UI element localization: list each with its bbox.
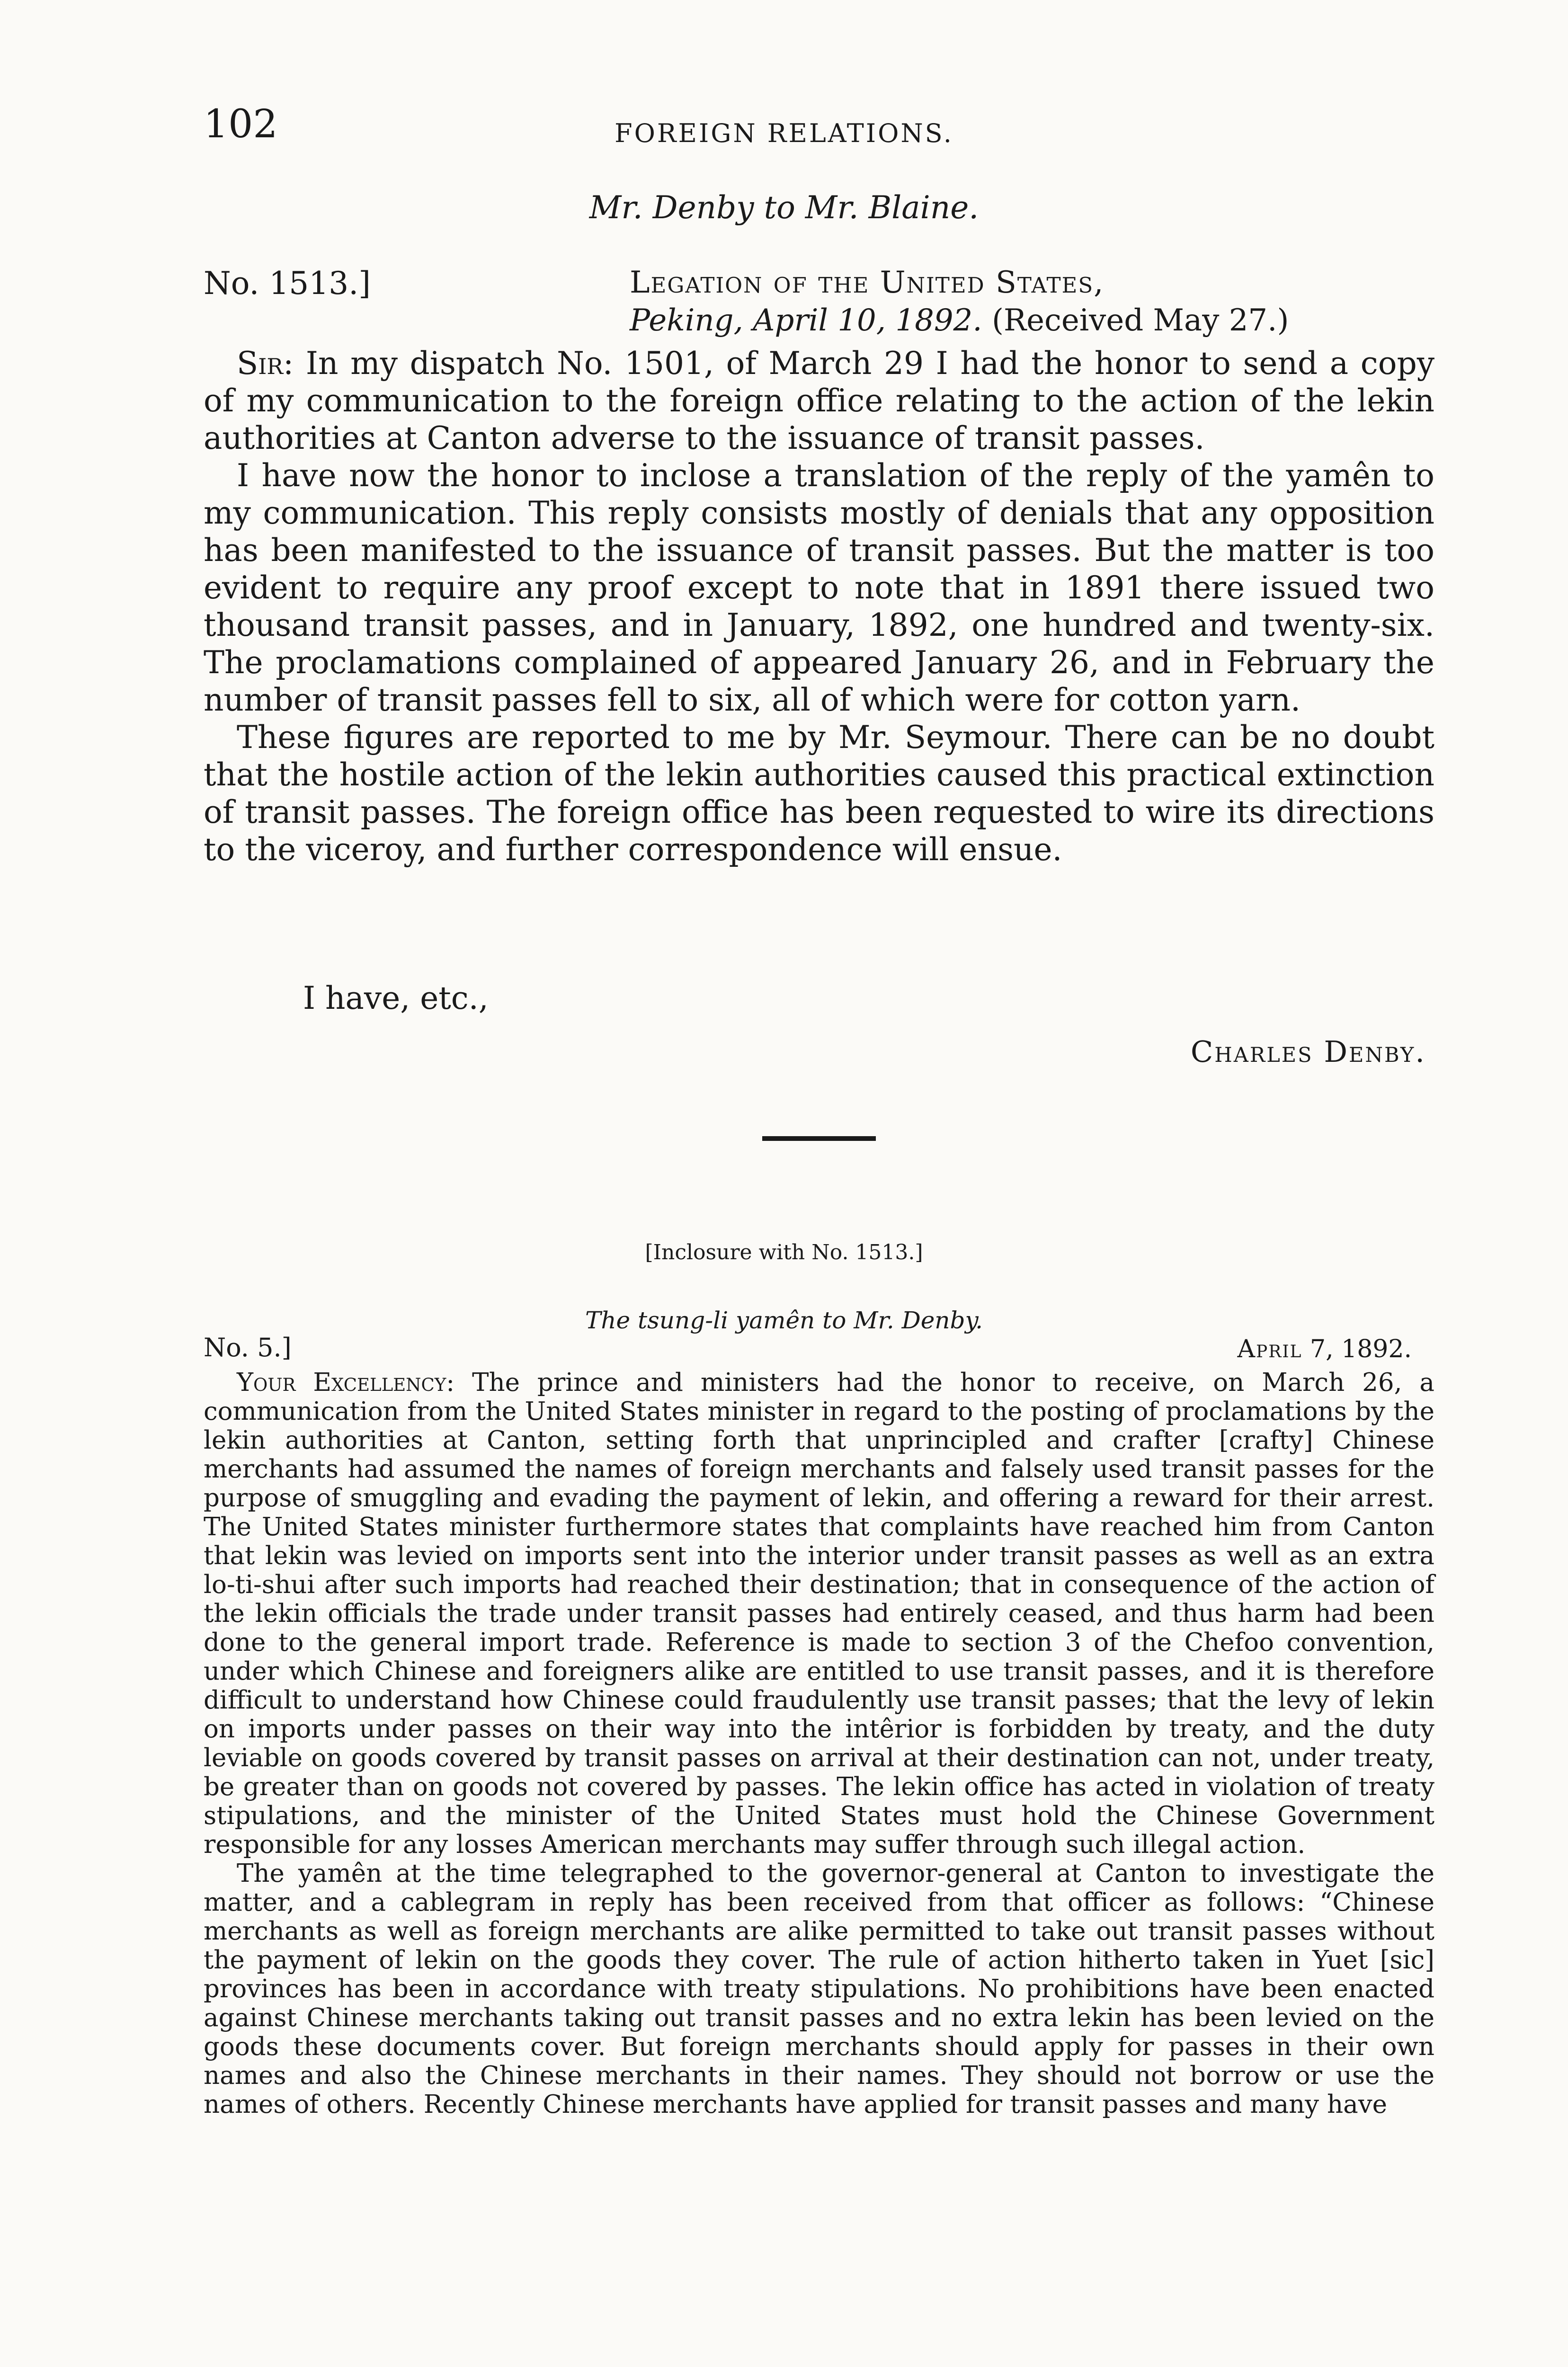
inclosure-body [204, 1368, 1434, 2119]
letter-paragraph: These figures are reported to me by Mr. Seymour. There can be no doubt that the hostile action of the lekin authorities caused this practical extinction of transit passes. The foreign office has been requested to wire its directions to the viceroy, and further correspondence will ensue. [204, 719, 1434, 868]
inclosure-date: April 7, 1892. [1237, 1335, 1412, 1363]
inclosure-title: The tsung-li yamên to Mr. Denby. [585, 1307, 983, 1334]
letter-title: Mr. Denby to Mr. Blaine. [589, 189, 979, 226]
letter-body [204, 345, 1434, 868]
signature: Charles Denby. [1190, 1034, 1426, 1069]
letter-paragraph: I have now the honor to inclose a translation of the reply of the yamên to my communication. This reply consists mostly of denials that any opposition has been manifested to the issuance of transit passes. But the matter is too evident to require any proof except to note that in 1891 there issued two thousand transit passes, and in January, 1892, one hundred and twenty-six. The proclamations complained of appeared January 26, and in February the number of transit passes fell to six, all of which were for cotton yarn. [204, 457, 1434, 718]
salutation: Sir [237, 345, 284, 382]
dateline [630, 303, 1289, 338]
closing: I have, etc., [303, 980, 489, 1016]
inclosure-label: [Inclosure with No. 1513.] [645, 1240, 923, 1264]
running-head: FOREIGN RELATIONS. [615, 118, 953, 148]
letter-paragraph: Sir: In my dispatch No. 1501, of March 29 I had the honor to send a copy of my communication to the foreign office relating to the action of the lekin authorities at Canton adverse to the issuance of transit passes. [204, 345, 1434, 456]
dispatch-number: No. 1513.] [204, 265, 371, 302]
inclosure-salutation: Your Excellency [237, 1368, 446, 1397]
section-separator [762, 1136, 876, 1141]
legation-heading: Legation of the United States, [630, 265, 1105, 300]
page-number: 102 [204, 102, 278, 147]
inclosure-number: No. 5.] [204, 1333, 292, 1362]
place-date: Peking, April 10, 1892. [630, 303, 982, 338]
received-date: (Received May 27.) [991, 303, 1289, 338]
inclosure-paragraph: The yamên at the time telegraphed to the governor-general at Canton to investigate the matter, and a cablegram in reply has been received from that officer as follows: “Chinese merchants as well as foreign merchants are alike permitted to take out transit passes without the payment of lekin on the goods they cover. The rule of action hitherto taken in Yuet [sic] provinces has been in accordance with treaty stipulations. No prohibitions have been enacted against Chinese merchants taking out transit passes and no extra lekin has been levied on the goods these documents cover. But foreign merchants should apply for passes in their own names and also the Chinese merchants in their names. They should not borrow or use the names of others. Recently Chinese merchants have applied for transit passes and many have [204, 1859, 1434, 2119]
inclosure-paragraph: Your Excellency: The prince and ministers had the honor to receive, on March 26, a communication from the United States minister in regard to the posting of proclamations by the lekin authorities at Canton, setting forth that unprincipled and crafter [crafty] Chinese merchants had assumed the names of foreign merchants and falsely used transit passes for the purpose of smuggling and evading the payment of lekin, and offering a reward for their arrest. The United States minister furthermore states that complaints have reached him from Canton that lekin was levied on imports sent into the interior under transit passes as well as an extra lo-ti-shui after such imports had reached their destination; that in consequence of the action of the lekin officials the trade under transit passes had entirely ceased, and thus harm had been done to the general import trade. Reference is made to section 3 of the Chefoo convention, under which Chinese and foreigners alike are entitled to use transit passes, and it is therefore difficult to understand how Chinese could fraudulently use transit passes; that the levy of lekin on imports under passes on their way into the intêrior is forbidden by treaty, and the duty leviable on goods covered by transit passes on arrival at their destination can not, under treaty, be greater than on goods not covered by passes. The lekin office has acted in violation of treaty stipulations, and the minister of the United States must hold the Chinese Government responsible for any losses American merchants may suffer through such illegal action. [204, 1368, 1434, 1859]
